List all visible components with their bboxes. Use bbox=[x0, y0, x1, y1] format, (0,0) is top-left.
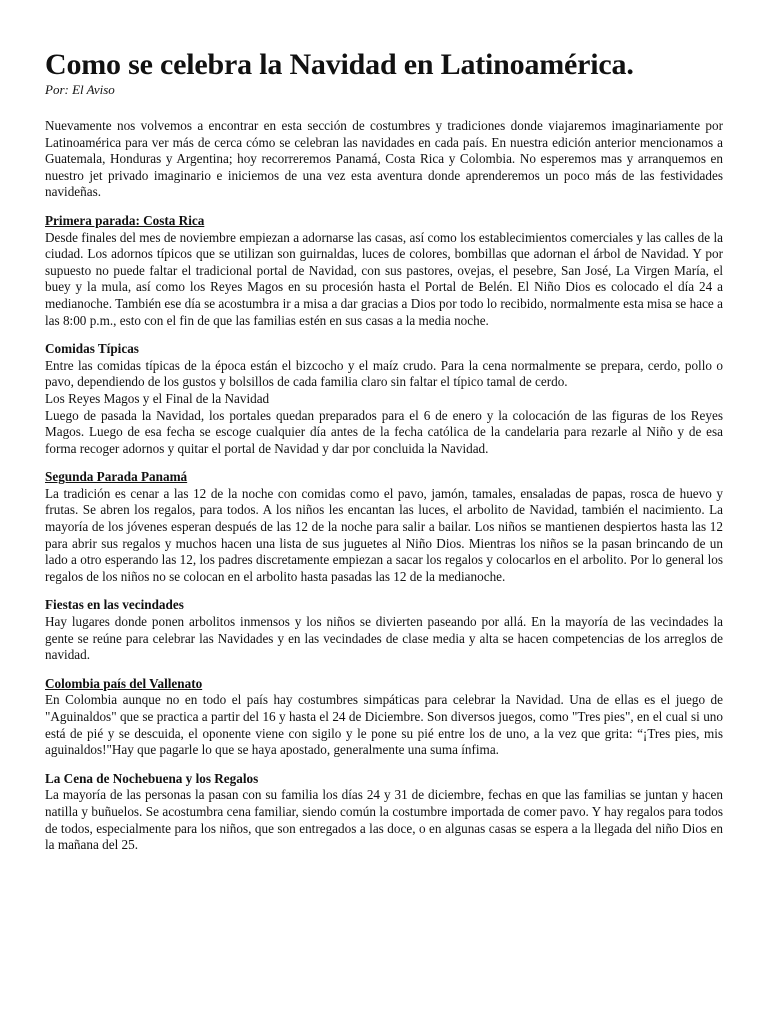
section-subheading: Los Reyes Magos y el Final de la Navidad bbox=[45, 390, 270, 406]
section-paragraph: Luego de pasada la Navidad, los portales quedan preparados para el 6 de enero y la colocación de las figuras de los Reyes Magos. Luego de esa fecha se escoge cualquier día antes de la fecha católica de la candelaria para rezarle al Niño y de esa forma recoger adornos y quitar el portal de Navidad y dar por concluida la Navidad. bbox=[45, 407, 723, 456]
section-heading: Primera parada: Costa Rica bbox=[45, 212, 205, 228]
section-panama bbox=[45, 469, 723, 585]
intro-paragraph: Nuevamente nos volvemos a encontrar en esta sección de costumbres y tradiciones donde viajaremos imaginariamente por Latinoamérica para ver más de cerca cómo se celebran las navidades en cada país. En nuestra edición anterior mencionamos a Guatemala, Honduras y Argentina; hoy recorreremos Panamá, Costa Rica y Colombia. No esperemos mas y arranquemos en nuestro jet privado imaginario e iniciemos de una vez esta aventura donde aprenderemos un poco más de las festividades navideñas. bbox=[45, 118, 723, 200]
section-heading: Segunda Parada Panamá bbox=[45, 469, 188, 485]
section-paragraph: En Colombia aunque no en todo el país hay costumbres simpáticas para celebrar la Navidad. Una de ellas es el juego de "Aguinaldos" que se practica a partir del 16 y hasta el 24 de Diciembre. Son diversos juegos, como "Tres pies", en el cual si uno está de pié y se descuida, el oponente viene con sigilo y le pone su pié entre los de uno, a la vez que grita: “¡Tres pies, mis aguinaldos!"Hay que pagarle lo que se haya apostado, generalmente una suma ínfima. bbox=[45, 692, 723, 758]
section-heading: Fiestas en las vecindades bbox=[45, 597, 184, 613]
section-vecindades bbox=[45, 597, 723, 663]
section-heading: Comidas Típicas bbox=[45, 341, 139, 357]
section-costa-rica bbox=[45, 213, 723, 329]
byline: Por: El Aviso bbox=[45, 82, 115, 97]
section-paragraph: Hay lugares donde ponen arbolitos inmensos y los niños se divierten paseando por allá. En la mayoría de las vecindades la gente se reúne para celebrar las Navidades y en las vecindades de clase media y alta se hacen competencias de los arreglos de navidad. bbox=[45, 614, 723, 663]
section-paragraph: La tradición es cenar a las 12 de la noche con comidas como el pavo, jamón, tamales, ensaladas de papas, rosca de huevo y frutas. Se abren los regalos, para todos. A los niños les encantan las luces, el arbolito de Navidad, también el nacimiento. La mayoría de los jóvenes esperan después de las 12 de la noche para salir a bailar. Los niños se mantienen despiertos hasta las 12 para abrir sus regalos y muchos hacen una lista de sus juguetes al Niño Dios. Mientras los niños se la pasan brincando de un lado a otro esperando las 12, los padres discretamente empiezan a sacar los regalos y colocarlos en el arbolito. Por lo general los regalos de los niños no se colocan en el arbolito hasta pasadas las 12 de la medianoche. bbox=[45, 485, 723, 584]
section-paragraph: La mayoría de las personas la pasan con su familia los días 24 y 31 de diciembre, fechas en que las familias se juntan y hacen natilla y buñuelos. Se acostumbra cena familiar, siendo común la costumbre importada de comer pavo. Y hay regalos para todos de todos, especialmente para los niños, que son entregados a las doce, o en algunas casas se espera a la llegada del niño Dios en la mañana del 25. bbox=[45, 787, 723, 853]
section-comidas bbox=[45, 341, 723, 457]
section-cena bbox=[45, 771, 723, 854]
section-heading: Colombia país del Vallenato bbox=[45, 675, 203, 691]
section-heading: La Cena de Nochebuena y los Regalos bbox=[45, 770, 259, 786]
section-paragraph: Desde finales del mes de noviembre empiezan a adornarse las casas, así como los establecimientos comerciales y las calles de la ciudad. Los adornos típicos que se utilizan son guirnaldas, luces de colores, bombillas que adornan el árbol de Navidad. Y por supuesto no puede faltar el tradicional portal de Navidad, con sus pastores, ovejas, el pesebre, San José, La Virgen María, el buey y la mula, así como los Reyes Magos en su procesión hasta el Portal de Belén. El Niño Dios es colocado el día 24 a medianoche. También ese día se acostumbra ir a misa a dar gracias a Dios por todo lo recibido, normalmente esta misa se hace a las 8:00 p.m., esto con el fin de que las familias estén en sus casas a la media noche. bbox=[45, 229, 723, 328]
page-title: Como se celebra la Navidad en Latinoamérica. bbox=[45, 48, 634, 81]
section-paragraph: Entre las comidas típicas de la época están el bizcocho y el maíz crudo. Para la cena normalmente se prepara, cerdo, pollo o pavo, dependiendo de los gustos y bolsillos de cada familia claro sin faltar el típico tamal de cerdo. bbox=[45, 357, 723, 390]
section-colombia bbox=[45, 676, 723, 759]
